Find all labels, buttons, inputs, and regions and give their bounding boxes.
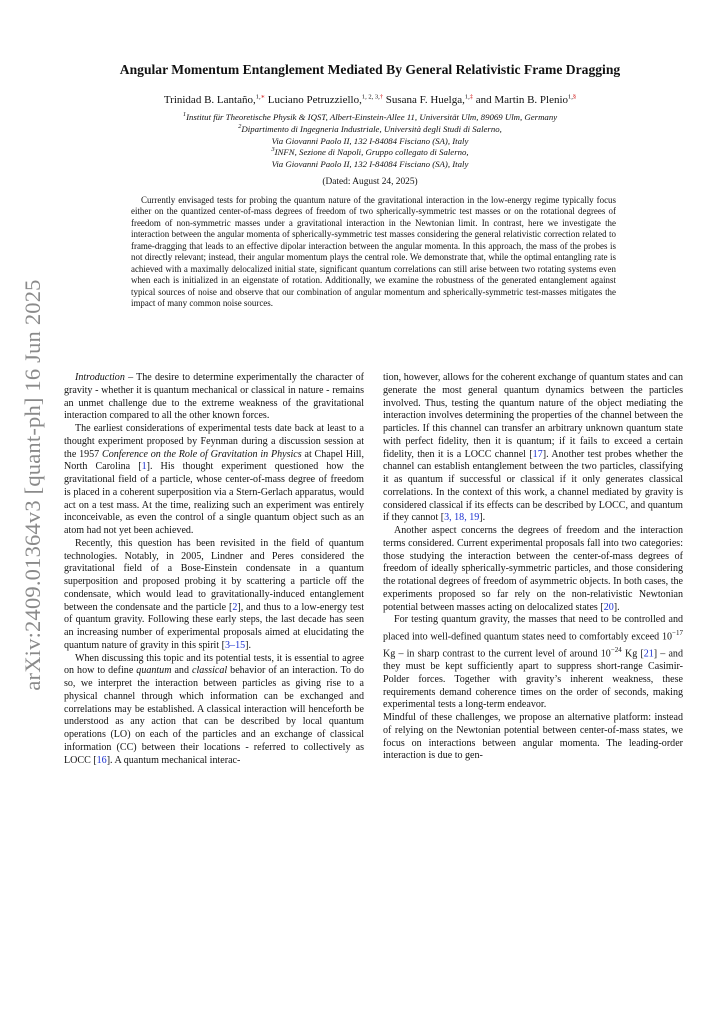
- email-footnote-link[interactable]: §: [572, 93, 577, 101]
- arxiv-identifier: arXiv:2409.01364v3 [quant-ph] 16 Jun 2025: [20, 279, 45, 691]
- affiliation-line: Via Giovanni Paolo II, 132 I-84084 Fisciano (SA), Italy: [271, 159, 469, 170]
- affil-mark: 1, 2, 3,†: [361, 93, 383, 101]
- affil-mark: 1,∗: [255, 93, 265, 101]
- citation-link[interactable]: 1: [141, 461, 147, 473]
- affiliation-line: $^3$INFN, Sezione di Napoli, Gruppo collegato di Salerno,: [271, 146, 469, 158]
- abstract: Currently envisaged tests for probing the quantum nature of the gravitational interaction in the low-energy regime typically focus either on the quantized center-of-mass degrees of freedom of two spherically-symmetric test masses or on the rotational degrees of freedom of non-symmetric masses under a gravitational interaction in the Newtonian limit. In contrast, here we investigate the interaction between the angular momenta of spherically-symmetric test masses considering the general relativistic correction related to frame-dragging that leads to an effective dipolar interaction between the angular momenta. In this approach, the mass of the probes is not directly relevant; instead, their angular momentum plays the central role. We demonstrate that, while the optimal entangling rate is achieved with a maximally delocalized initial state, significant quantum correlations can still arise between two rotating systems even when each is initialized in an eigenstate of rotation. Additionally, we examine the robustness of the generated entanglement against typical sources of noise and observe that our combination of angular momentum and spherically-symmetric test-masses mitigates the impact of many common noise sources.: [131, 195, 616, 309]
- paragraph: tion, however, allows for the coherent exchange of quantum states and can generate the most general quantum dynamics between the particles involved. Thus, testing the quantum nature of the object mediating the interaction involves determining the properties of the channel between the particles. If this channel can transfer an arbitrary unknown quantum state with perfect fidelity, then it is quantum; if it fails to exceed a certain fidelity, then it is a LOCC channel [17]. Another test probes whether the channel can establish entanglement between the two particles, classifying it as quantum if successful or classical if it only generates classical correlations. In the context of this work, a channel mediated by gravity is considered classical if its effects can be described by LOCC, and quantum if they cannot [3, 18, 19].: [383, 372, 683, 524]
- paragraph: The earliest considerations of experimental tests date back at least to a thought experiment proposed by Feynman during a discussion session at the 1957 Conference on the Role of Gravitation in Physics at Chapel Hill, North Carolina [1]. His thought experiment questioned how the gravitational field of a particle, whose center-of-mass degree of freedom is placed in a coherent superposition via a Stern-Gerlach apparatus, would act on a test mass. At the time, realizing such an experiment was entirely inconceivable, as even the control of a single quantum object such as an atom had not yet been achieved.: [64, 423, 364, 536]
- paragraph: For testing quantum gravity, the masses that need to be controlled and placed into well-defined quantum states need to comfortably exceed $10^{-17}$ Kg – in sharp contrast to the current level of around $10^{-24}$ Kg [21] – and they must be kept sufficiently apart to suppress short-range Casimir-Polder forces. Together with gravity’s inherent weakness, these requirements demand coherence times on the order of seconds, making experimental tests a long-term endeavor.: [383, 614, 683, 711]
- citation-link[interactable]: 21: [643, 648, 654, 660]
- author-name: Susana F. Huelga,: [385, 94, 465, 106]
- author-name: Trinidad B. Lantaño,: [163, 94, 256, 106]
- citation-link[interactable]: 3–15: [225, 639, 246, 651]
- author-name: and Martin B. Plenio: [475, 94, 569, 106]
- citation-link[interactable]: 20: [603, 601, 614, 613]
- author-list: [60, 93, 680, 107]
- email-footnote-link[interactable]: †: [379, 93, 383, 101]
- citation-link[interactable]: 2: [232, 601, 238, 613]
- citation-link[interactable]: 3, 18, 19: [444, 512, 480, 524]
- author-name: Luciano Petruzziello,: [267, 94, 362, 106]
- dated-line: (Dated: August 24, 2025): [322, 177, 418, 187]
- email-footnote-link[interactable]: ‡: [469, 93, 473, 101]
- affiliation-line: $^1$Institut für Theoretische Physik & IQST, Albert-Einstein-Allee 11, Universität Ulm, 89069 Ulm, Germany: [182, 111, 558, 122]
- paragraph: Mindful of these challenges, we propose an alternative platform: instead of relying on the Newtonian potential between center-of-mass states, we focus on interactions between angular momenta. The leading-order interaction is due to gen-: [383, 712, 683, 762]
- paragraph-introduction: Introduction – The desire to determine experimentally the character of gravity - whether it is quantum mechanical or classical in nature - remains an unmet challenge due to the extreme weakness of the gravitational interaction compared to all the other known forces.: [64, 372, 364, 422]
- arxiv-sidebar-stamp: [20, 279, 45, 691]
- affiliation-line: Via Giovanni Paolo II, 132 I-84084 Fisciano (SA), Italy: [271, 135, 469, 146]
- paragraph: Another aspect concerns the degrees of freedom and the interaction terms considered. Current experimental proposals fall into two categories: those studying the interaction between the center-of-mass degrees of freedom of ideally spherically-symmetric particles, and those considering the rotational degrees of freedom of asymmetric objects. In both cases, the experiments proposed so far rely on the non-relativistic Newtonian potential between masses acting on delocalized states [20].: [383, 525, 683, 613]
- section-label: Introduction: [75, 372, 125, 383]
- paragraph: Recently, this question has been revisited in the field of quantum technologies. Notably, in 2005, Lindner and Peres considered the gravitational field of a Bose-Einstein condensate in a quantum superposition and proposed probing it by scattering a particle off the condensate, which would lead to gravitationally-induced entanglement between the condensate and the particle [2], and thus to a low-energy test of quantum gravity. Following these early steps, the last decade has seen an increasing number of experimental proposals aimed at elucidating the quantum nature of gravity in this spirit [3–15].: [64, 537, 364, 651]
- email-footnote-link[interactable]: ∗: [260, 93, 265, 101]
- citation-link[interactable]: 17: [532, 448, 543, 460]
- paragraph: When discussing this topic and its potential tests, it is essential to agree on how to define quantum and classical behavior of an interaction. To do so, we interpret the interaction between particles as giving rise to a physical channel through which information can be exchanged and correlations may be established. A classical interaction will henceforth be understood as any action that can be described by local quantum operations (LO) on each of the particles and an exchange of classical information (CC) between their locations - referred to collectively as LOCC [16]. A quantum mechanical interac-: [64, 652, 364, 766]
- body-column-right: [383, 372, 683, 763]
- paper-title: Angular Momentum Entanglement Mediated By General Relativistic Frame Dragging: [119, 62, 621, 77]
- affil-mark: 1,‡: [464, 93, 473, 101]
- affil-mark: 1,§: [568, 93, 577, 101]
- affiliation-line: $^2$Dipartimento di Ingegneria Industriale, Università degli Studi di Salerno,: [238, 122, 502, 134]
- affiliations: [60, 112, 680, 171]
- citation-link[interactable]: 16: [96, 754, 107, 766]
- body-column-left: [64, 372, 364, 767]
